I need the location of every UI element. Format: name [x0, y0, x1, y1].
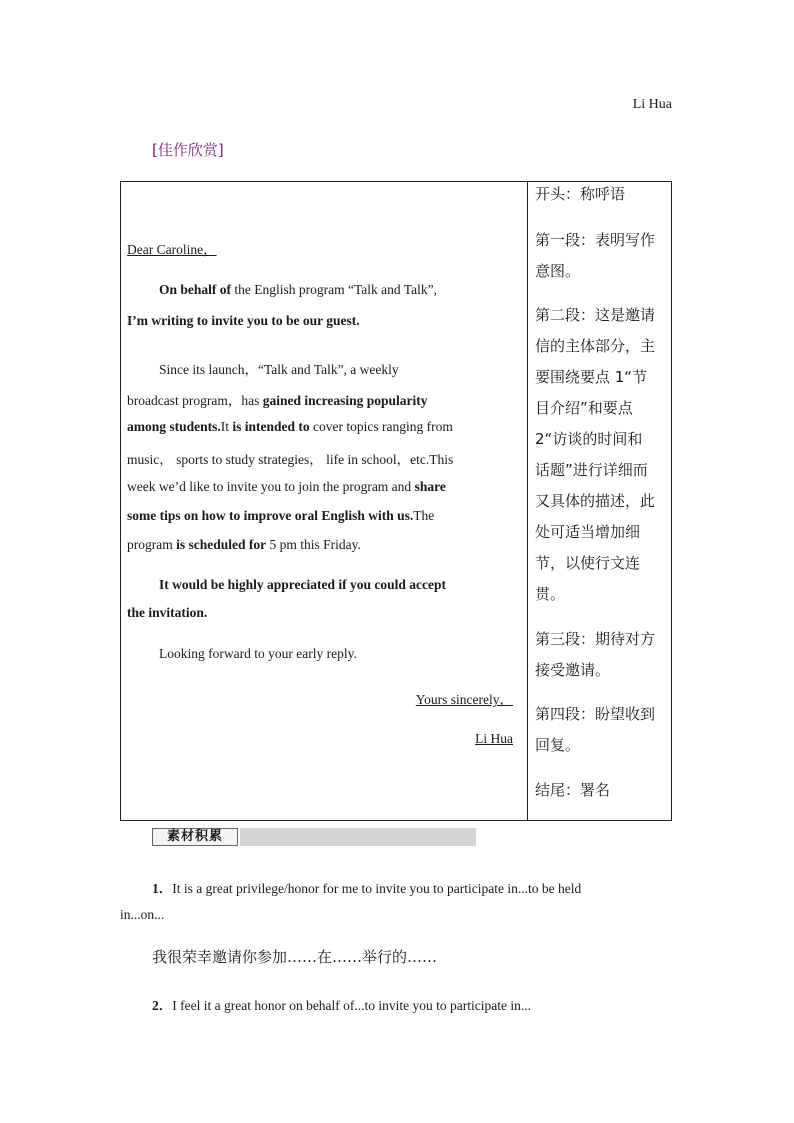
note-para2-line10: 贯。	[535, 585, 566, 603]
material-bar	[240, 828, 476, 846]
note-para2-line6: 话题”进行详细而	[535, 461, 648, 479]
note-para2-line3: 要围绕要点 1“节	[535, 368, 648, 386]
top-signature: Li Hua	[632, 97, 672, 112]
note-para2-line7: 又具体的描述，此	[535, 492, 656, 510]
letter-p3-line1: It would be highly appreciated if you could accept	[159, 577, 447, 592]
note-para4-line2: 回复。	[535, 736, 581, 754]
letter-p2-line4: music， sports to study strategies， life in school，etc.This	[127, 452, 454, 467]
note-para2-line2: 信的主体部分，主	[535, 337, 656, 355]
note-para2-line4: 目介绍”和要点	[535, 399, 633, 417]
section-title: [佳作欣赏]	[152, 141, 224, 159]
letter-greeting: Dear Caroline，	[127, 242, 217, 257]
letter-p2-line6: some tips on how to improve oral English with us.The	[127, 508, 435, 523]
material-item1-translation: 我很荣幸邀请你参加……在……举行的……	[152, 948, 438, 966]
note-para3-line2: 接受邀请。	[535, 661, 611, 679]
note-para1-line2: 意图。	[535, 262, 581, 280]
note-opening: 开头：称呼语	[535, 185, 626, 203]
note-para2-line8: 处可适当增加细	[535, 523, 641, 541]
letter-p1-line2: I’m writing to invite you to be our guest.	[127, 313, 360, 328]
letter-table	[120, 181, 672, 821]
column-divider	[527, 182, 528, 820]
letter-p1-line1: On behalf of the English program “Talk and Talk”,	[159, 282, 437, 297]
note-para2-line1: 第二段：这是邀请	[535, 306, 656, 324]
note-para3-line1: 第三段：期待对方	[535, 630, 656, 648]
letter-signature: Li Hua	[475, 731, 513, 746]
letter-p2-line2: broadcast program，has gained increasing popularity	[127, 393, 428, 408]
note-para2-line5: 2“访谈的时间和	[535, 430, 643, 448]
letter-p4: Looking forward to your early reply.	[159, 646, 357, 661]
letter-p2-line1: Since its launch，“Talk and Talk”, a weekly	[159, 362, 399, 377]
material-item1-line1: 1．It is a great privilege/honor for me to invite you to participate in...to be held	[152, 881, 582, 896]
material-label: 素材积累	[152, 828, 238, 846]
note-para2-line9: 节，以使行文连	[535, 554, 641, 572]
material-item2-line1: 2．I feel it a great honor on behalf of...to invite you to participate in...	[152, 998, 532, 1013]
material-item1-line2: in...on...	[120, 907, 165, 922]
letter-p3-line2: the invitation.	[127, 605, 208, 620]
note-closing: 结尾：署名	[535, 781, 611, 799]
letter-p2-line3: among students.It is intended to cover topics ranging from	[127, 419, 453, 434]
letter-p2-line5: week we’d like to invite you to join the program and share	[127, 479, 446, 494]
note-para4-line1: 第四段：盼望收到	[535, 705, 656, 723]
note-para1-line1: 第一段：表明写作	[535, 231, 656, 249]
letter-p2-line7: program is scheduled for 5 pm this Friday.	[127, 537, 361, 552]
letter-closing: Yours sincerely，	[415, 692, 513, 707]
